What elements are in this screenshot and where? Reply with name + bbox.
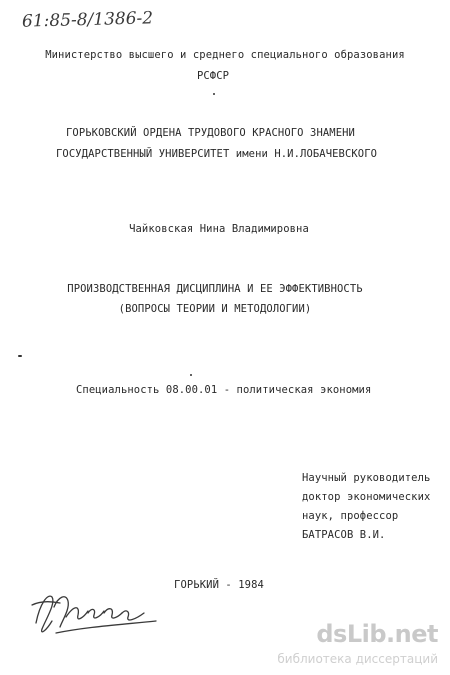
supervisor-title: наук, профессор [302, 510, 399, 522]
author-name: Чайковская Нина Владимировна [129, 223, 309, 235]
dissertation-title-line2: (ВОПРОСЫ ТЕОРИИ И МЕТОДОЛОГИИ) [118, 303, 312, 315]
dslib-watermark [250, 620, 446, 672]
ink-speck [213, 93, 215, 95]
margin-mark [18, 355, 22, 357]
archive-code-handwritten: 61:85-8/1386-2 [21, 8, 154, 32]
ink-speck-2 [190, 374, 192, 376]
dissertation-title-line1: ПРОИЗВОДСТВЕННАЯ ДИСЦИПЛИНА И ЕЕ ЭФФЕКТИВНОСТЬ [67, 283, 363, 295]
university-name-line2: ГОСУДАРСТВЕННЫЙ УНИВЕРСИТЕТ имени Н.И.ЛОБАЧЕВСКОГО [56, 148, 378, 160]
ministry-line: Министерство высшего и среднего специального образования [45, 49, 405, 61]
dslib-subtitle: библиотека диссертаций [277, 652, 438, 666]
place-and-year: ГОРЬКИЙ - 1984 [174, 579, 264, 591]
specialty-line: Специальность 08.00.01 - политическая экономия [76, 384, 372, 396]
ministry-republic: РСФСР [196, 70, 230, 82]
handwritten-signature [26, 583, 166, 643]
supervisor-name: БАТРАСОВ В.И. [302, 529, 386, 541]
university-name-line1: ГОРЬКОВСКИЙ ОРДЕНА ТРУДОВОГО КРАСНОГО ЗНАМЕНИ [66, 127, 355, 139]
dslib-logo: dsLib.net [316, 620, 438, 648]
supervisor-degree: доктор экономических [302, 491, 431, 503]
supervisor-role: Научный руководитель [302, 472, 431, 484]
